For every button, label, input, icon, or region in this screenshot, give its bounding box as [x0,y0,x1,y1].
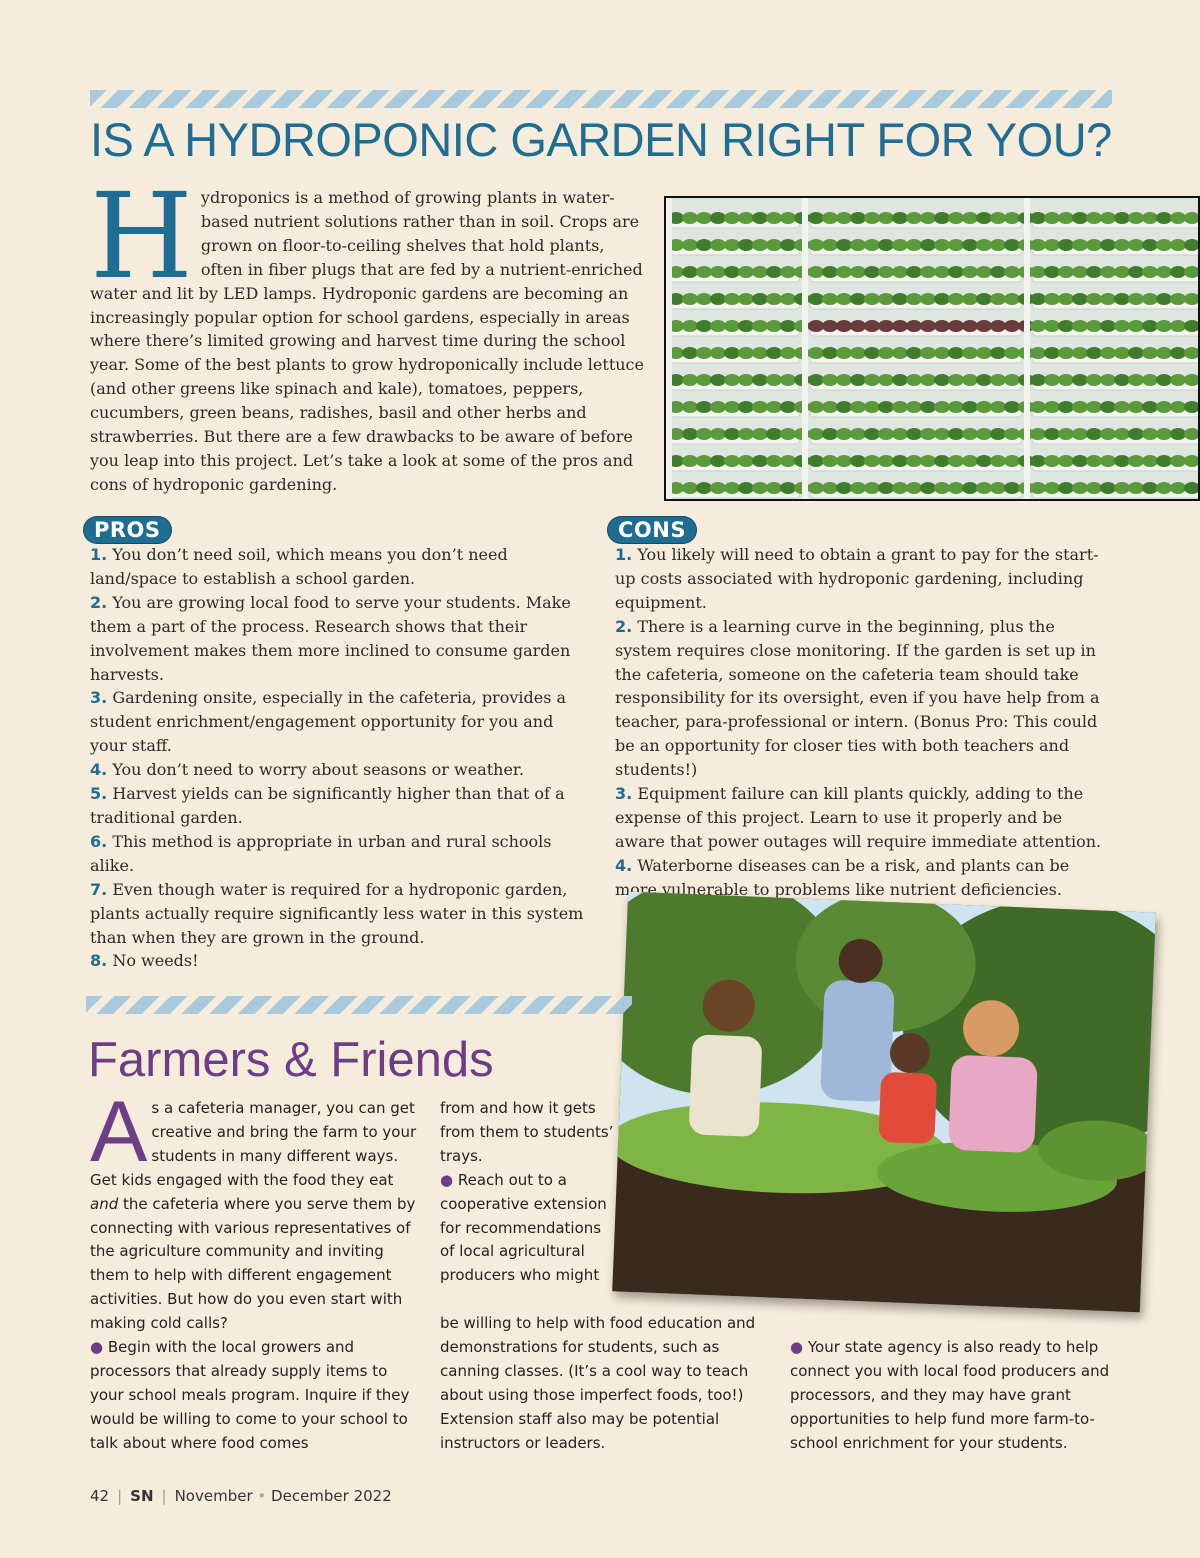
page-footer [90,1487,392,1505]
farmers-column-2-top [440,1097,615,1288]
item-text: Waterborne diseases can be a risk, and plants can be more vulnerable to problems like nutrient deficiencies. [615,855,1070,899]
farmers-column-3 [790,1336,1120,1456]
issue-date: December 2022 [271,1487,392,1505]
bullet-growers-cont: from and how it gets from them to students’ trays. [440,1099,614,1165]
farmers-intro-b: the cafeteria where you serve them by connecting with various representatives of the agriculture community and inviting them to help with different engagement activities. But how do you even start with making cold calls? [90,1194,416,1333]
hydroponic-shelves-photo [664,196,1200,501]
intro-paragraph [90,167,646,497]
pros-item [90,758,590,782]
pros-item [90,782,590,830]
hydroponic-shelves-illustration [666,198,1200,501]
cons-item [615,543,1115,615]
magazine-name: SN [130,1487,154,1505]
item-text: Harvest yields can be significantly higher than that of a traditional garden. [90,784,565,827]
item-text: Equipment failure can kill plants quickly, adding to the expense of this project. Learn to use it properly and be aware that power outages will require immediate attention. [615,784,1102,851]
bullet-dot: ● [440,1170,454,1189]
bullet-dot: ● [790,1338,804,1356]
children-gardening-illustration [612,892,1156,1313]
item-text: This method is appropriate in urban and rural schools alike. [90,831,552,875]
cons-label: CONS [608,517,696,543]
item-text: Even though water is required for a hydroponic garden, plants actually require significantly less water in this system than when they are grown in the ground. [90,879,584,947]
item-text: You likely will need to obtain a grant to pay for the start-up costs associated with hydroponic gardening, including equipment. [615,545,1099,612]
farmers-column-2-bottom [440,1312,770,1455]
pros-label: PROS [84,517,171,543]
section-title: Farmers & Friends [88,1033,494,1087]
farmers-column-1 [90,1084,420,1456]
item-text: You don’t need to worry about seasons or weather. [112,760,524,780]
item-number: 3. [90,688,108,708]
page-number: 42 [90,1487,110,1505]
pros-list [90,543,590,973]
pros-item [90,591,590,687]
item-number: 2. [90,592,108,612]
item-number: 6. [90,831,108,851]
item-number: 4. [615,855,633,875]
item-number: 1. [615,545,633,564]
decorative-stripe-top [90,90,1112,108]
bullet-dot: ● [90,1338,104,1357]
item-number: 1. [90,545,108,564]
bullet-extension-rest: be willing to help with food education and demonstrations for students, such as canning classes. (It’s a cool way to teach about using those imperfect foods, too!) Extension staff also may be potential instructors or leaders. [440,1314,756,1452]
bullet-extension-start: Reach out to a cooperative extension for recommendations of local agricultural producers who might [440,1170,607,1285]
item-text: You are growing local food to serve your students. Make them a part of the process. Research shows that their involvement makes them more inclined to consume garden harvests. [90,592,571,684]
bullet-growers: Begin with the local growers and processors that already supply items to your school meals program. Inquire if they would be willing to come to your school to talk about where food comes [90,1338,410,1452]
footer-separator: | [117,1487,123,1505]
item-text: There is a learning curve in the beginning, plus the system requires close monitoring. If the garden is set up in the cafeteria, someone on the cafeteria team should take responsibility for its oversight, even if you have help from a teacher, para-professional or intern. (Bonus Pro: This could be an opportunity for closer ties with both teachers and students!) [615,616,1100,780]
cons-list [615,543,1115,902]
footer-separator: | [161,1487,167,1505]
farmers-intro-em: and [90,1194,119,1213]
item-text: You don’t need soil, which means you don’t need land/space to establish a school garden. [90,545,508,588]
pros-item [90,543,590,591]
item-number: 7. [90,879,108,899]
item-number: 5. [90,784,108,804]
item-number: 2. [615,616,633,636]
cons-item [615,782,1115,854]
item-number: 4. [90,760,108,780]
cons-item [615,615,1115,782]
item-text: Gardening onsite, especially in the cafeteria, provides a student enrichment/engagement opportunity for you and your staff. [90,688,567,756]
article-title: IS A HYDROPONIC GARDEN RIGHT FOR YOU? [90,113,1112,166]
decorative-stripe-lower [86,996,632,1014]
pros-item [90,878,590,950]
farmers-intro-a: s a cafeteria manager, you can get creative and bring the farm to your students in many different ways. Get kids engaged with the food they eat [90,1099,417,1189]
children-gardening-photo [612,892,1156,1313]
item-number: 8. [90,951,108,971]
issue-month: November [174,1487,253,1505]
bullet-state-agency: Your state agency is also ready to help connect you with local food producers and processors, and they may have grant opportunities to help fund more farm-to-school enrichment for your students. [790,1338,1110,1452]
pros-item [90,686,590,758]
pros-item [90,830,590,878]
drop-cap-a: A [90,1084,148,1180]
item-number: 3. [615,784,633,804]
item-text: No weeds! [112,951,199,971]
intro-text: ydroponics is a method of growing plants in water-based nutrient solutions rather than in soil. Crops are grown on floor-to-ceiling shelves that hold plants, often in fiber plugs that are fed by a nutrient-enriched water and lit by LED lamps. Hydroponic gardens are becoming an increasingly popular option for school gardens, especially in areas where there’s limited growing and harvest time during the school year. Some of the best plants to grow hydroponically include lettuce (and other greens like spinach and kale), tomatoes, peppers, cucumbers, green beans, radishes, basil and other herbs and strawberries. But there are a few drawbacks to be aware of before you leap into this project. Let’s take a look at some of the pros and cons of hydroponic gardening. [90,188,644,494]
pros-item [90,949,590,973]
footer-dot: • [257,1487,267,1505]
drop-cap: H [90,167,193,305]
